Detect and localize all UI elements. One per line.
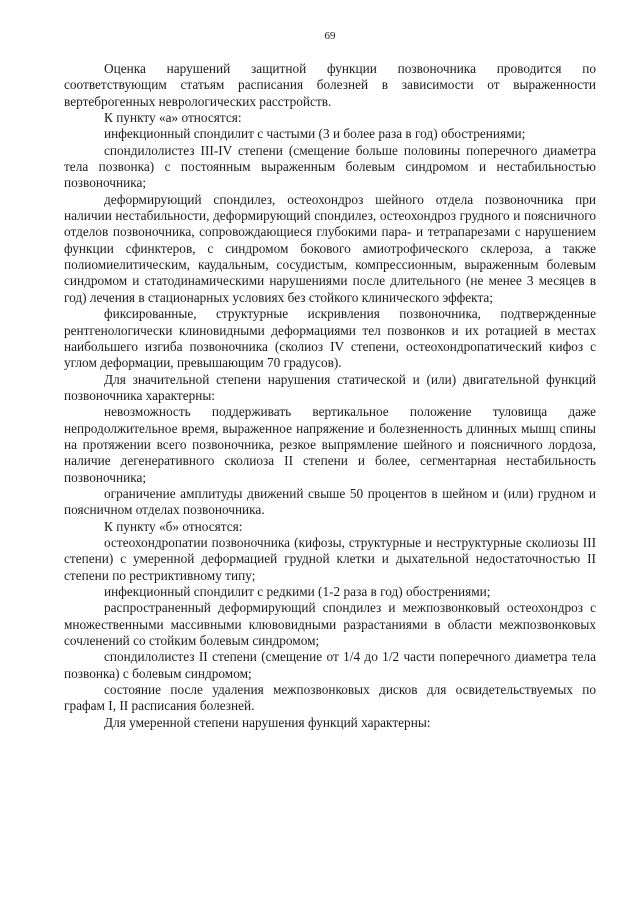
- paragraph: К пункту «а» относятся:: [104, 110, 242, 126]
- paragraph: состояние после удаления межпозвонковых дисков для освидетельствуемых по графам I, II расписания болезней.: [64, 682, 596, 714]
- paragraph: Оценка нарушений защитной функции позвоночника проводится по соответствующим статьям расписания болезней в зависимости от выраженности вертеброгенных неврологических расстройств.: [64, 61, 596, 109]
- document-body: [64, 61, 596, 731]
- paragraph: ограничение амплитуды движений свыше 50 процентов в шейном и (или) грудном и поясничном отделах позвоночника.: [64, 485, 596, 518]
- paragraph: спондилолистез II степени (смещение от 1/4 до 1/2 части поперечного диаметра тела позвонка) с болевым синдромом;: [64, 649, 596, 681]
- paragraph: фиксированные, структурные искривления позвоночника, подтвержденные рентгенологически клиновидными деформациями тел позвонков и их ротацией в местах наибольшего изгиба позвоночника (сколиоз IV степени, остеохондропатический кифоз с углом деформации, превышающим 70 градусов).: [64, 306, 596, 371]
- paragraph: деформирующий спондилез, остеохондроз шейного отдела позвоночника при наличии нестабильности, деформирующий спондилез, остеохондроз грудного и поясничного отделов позвоночника, сопровождающиеся глубокими пара- и тетрапарезами с нарушением функции сфинктеров, с синдромом бокового амиотрофического склероза, а также полиомиелитическим, каудальным, сосудистым, компрессионным, выраженным болевым синдромом и статодинамическими нарушениями после длительного (не менее 3 месяцев в год) лечения в стационарных условиях без стойкого клинического эффекта;: [64, 191, 596, 305]
- paragraph: Для умеренной степени нарушения функций характерны:: [104, 714, 431, 730]
- paragraph: К пункту «б» относятся:: [104, 518, 243, 534]
- paragraph: инфекционный спондилит с редкими (1-2 раза в год) обострениями;: [104, 584, 491, 599]
- paragraph: инфекционный спондилит с частыми (3 и более раза в год) обострениями;: [104, 126, 526, 142]
- paragraph: невозможность поддерживать вертикальное положение туловища даже непродолжительное время, выраженное напряжение и болезненность длинных мышц спины на протяжении всего позвоночника, резкое выпрямление шейного и поясничного лордоза, наличие дегенеративного сколиоза II степени и более, сегментарная нестабильность позвоночника;: [64, 404, 596, 485]
- paragraph: остеохондропатии позвоночника (кифозы, структурные и неструктурные сколиозы III степени) с умеренной деформацией грудной клетки и дыхательной недостаточностью II степени по рестриктивному типу;: [64, 534, 596, 583]
- paragraph: спондилолистез III-IV степени (смещение больше половины поперечного диаметра тела позвонка) с постоянным выраженным болевым синдромом и нестабильностью позвоночника;: [64, 142, 596, 191]
- paragraph: Для значительной степени нарушения статической и (или) двигательной функций позвоночника характерны:: [64, 371, 596, 403]
- page-number: 69: [324, 30, 336, 42]
- paragraph: распространенный деформирующий спондилез и межпозвонковый остеохондроз с множественными массивными клювовидными разрастаниями в области межпозвонковых сочленений со стойким болевым синдромом;: [64, 600, 596, 649]
